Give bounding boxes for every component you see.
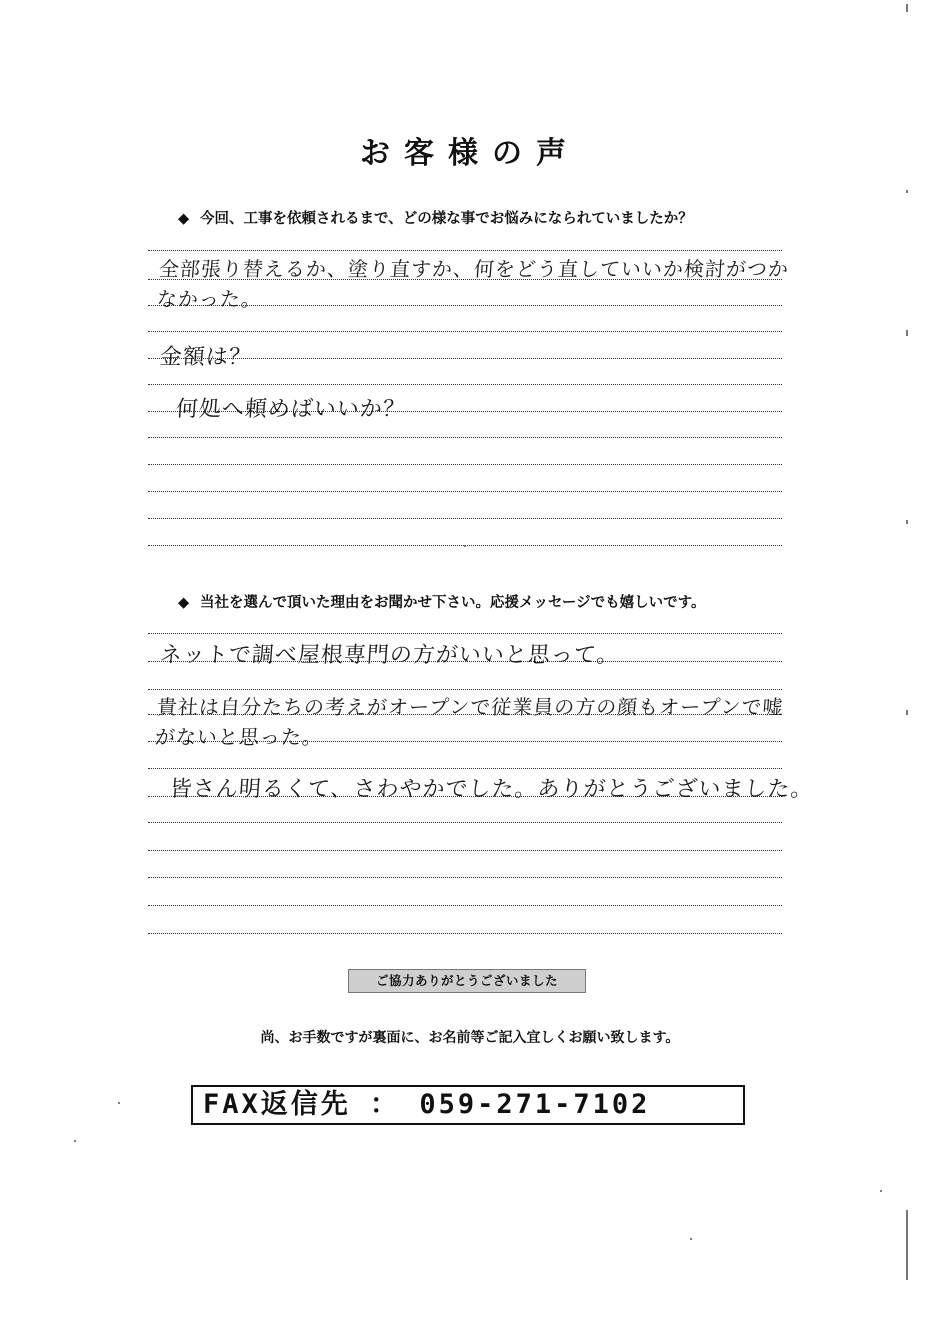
return-note: 尚、お手数ですが裏面に、お名前等ご記入宜しくお願い致します。 [260, 1030, 680, 1046]
answer-line [148, 437, 782, 438]
handwritten-answer-6: 皆さん明るくて、さわやかでした。ありがとうございました。 [168, 777, 815, 802]
handwritten-answer-4: ネットで調べ屋根専門の方がいいと思って。 [158, 643, 621, 668]
question-1 [178, 207, 693, 228]
answer-line [148, 689, 782, 690]
scan-speck [74, 1140, 76, 1142]
diamond-bullet-icon: ◆ [178, 211, 190, 227]
scan-edge-mark [906, 190, 908, 193]
handwritten-answer-5: 貴社は自分たちの考えがオープンで従業員の方の顔もオープンで嘘がないと思った。 [154, 695, 785, 749]
answer-line [148, 905, 782, 906]
scan-edge-mark [906, 1210, 908, 1280]
handwritten-answer-1: 全部張り替えるか、塗り直すか、何をどう直していいか検討がつかなかった。 [156, 257, 790, 311]
scan-edge-mark [906, 330, 908, 336]
scan-speck [118, 1102, 120, 1104]
thanks-label: ご協力ありがとうございました [348, 969, 586, 993]
handwritten-answer-3: 何処へ頼めばいいか？ [174, 397, 407, 422]
question-2-text: 当社を選んで頂いた理由をお聞かせ下さい。応援メッセージでも嬉しいです。 [200, 595, 706, 611]
page-title: お客様の声 [360, 136, 580, 171]
scan-edge-mark [906, 520, 908, 524]
answer-line [148, 250, 782, 251]
answer-line [148, 464, 782, 465]
fax-number: 059-271-7102 [419, 1089, 651, 1120]
answer-line [148, 768, 782, 769]
diamond-bullet-icon: ◆ [178, 595, 190, 611]
answer-line [148, 933, 782, 934]
answer-line [148, 877, 782, 878]
answer-line [148, 822, 782, 823]
fax-label: FAX返信先 [203, 1089, 351, 1120]
handwritten-answer-2: 金額は？ [158, 345, 253, 370]
question-2 [178, 591, 705, 612]
fax-box [191, 1085, 745, 1125]
answer-line [148, 384, 782, 385]
scan-edge-mark [906, 4, 908, 12]
answer-line [148, 518, 782, 519]
question-1-text: 今回、工事を依頼されるまで、どの様な事でお悩みになられていましたか？ [200, 211, 693, 227]
answer-line [148, 491, 782, 492]
answer-line [148, 331, 782, 332]
answer-line [148, 633, 782, 634]
scan-speck [880, 1190, 882, 1192]
fax-separator: ： [370, 1089, 401, 1120]
scan-speck [690, 1238, 692, 1240]
scan-edge-mark [906, 710, 908, 715]
answer-line [148, 850, 782, 851]
scan-speck [464, 545, 466, 547]
